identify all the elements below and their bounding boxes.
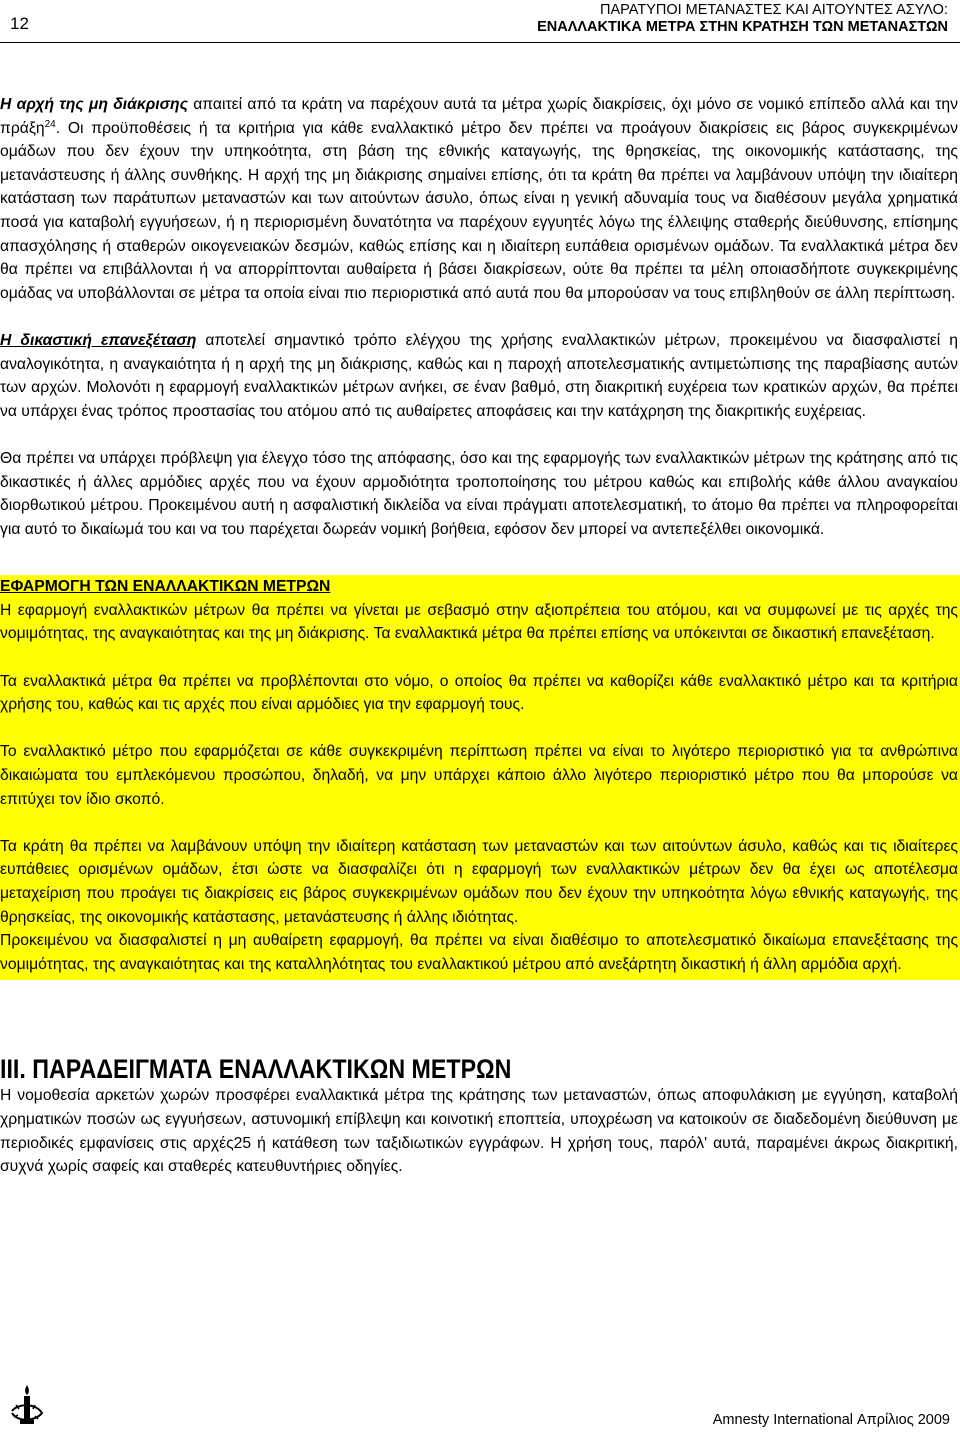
section-heading: ΙΙΙ. ΠΑΡΑΔΕΙΓΜΑΤΑ ΕΝΑΛΛΑΚΤΙΚΩΝ ΜΕΤΡΩΝ bbox=[0, 1054, 512, 1085]
highlight-paragraph: Η εφαρμογή εναλλακτικών μέτρων θα πρέπει να γίνεται με σεβασμό στην αξιοπρέπεια του ατόμου, και να συμφωνεί με τις αρχές της νομιμότητας, της αναγκαιότητας και της μη διάκρισης. Τα εναλλακτικά μέτρα θα πρέπει επίσης να υπόκεινται σε δικαστική επανεξέταση. bbox=[0, 601, 958, 643]
page-body bbox=[0, 93, 958, 1179]
highlight-paragraph: Το εναλλακτικό μέτρο που εφαρμόζεται σε κάθε συγκεκριμένη περίπτωση πρέπει να είναι το λιγότερο περιοριστικό για τα ανθρώπινα δικαιώματα του εμπλεκόμενου προσώπου, δηλαδή, να μην υπάρχει κάποιο άλλο λιγότερο περιοριστικό μέτρο που θα μπορούσε να επιτύχει τον ίδιο σκοπό. bbox=[0, 743, 958, 808]
paragraph-text: απαιτεί από τα κράτη να παρέχουν αυτά τα μέτρα χωρίς διακρίσεις, όχι μόνο σε νομικό επίπεδο αλλά και την πράξη bbox=[0, 96, 958, 137]
review-provision-paragraph: Θα πρέπει να υπάρχει πρόβλεψη για έλεγχο τόσο της απόφασης, όσο και της εφαρμογής των εναλλακτικών μέτρων της κράτησης από τις δικαστικές ή άλλες αρμόδιες αρχές που να έχουν αρμοδιότητα τροποποίησης του μέτρου καθώς και επιβολής κάθε άλλου αναγκαίου διορθωτικού μέτρου. Προκειμένου αυτή η ασφαλιστική δικλείδα να είναι πράγματι αποτελεσματική, το άτομο θα πρέπει να πληροφορείται για αυτό το δικαίωμά του και να του παρέχεται δωρεάν νομική βοήθεια, εφόσον δεν μπορεί να αντεπεξέλθει οικονομικά. bbox=[0, 449, 958, 538]
header-rule bbox=[0, 42, 960, 43]
highlight-box bbox=[0, 575, 960, 980]
header-title-line1: ΠΑΡΑΤΥΠΟΙ ΜΕΤΑΝΑΣΤΕΣ ΚΑΙ ΑΙΤΟΥΝΤΕΣ ΑΣΥΛΟ: bbox=[600, 2, 948, 18]
paragraph-lead: Η δικαστική επανεξέταση bbox=[0, 331, 197, 349]
paragraph-lead: Η αρχή της μη διάκρισης bbox=[0, 96, 188, 113]
running-header bbox=[537, 2, 948, 36]
footnote-ref: 24 bbox=[44, 118, 56, 130]
judicial-review-paragraph bbox=[0, 329, 958, 423]
footer-text: Amnesty International Απρίλιος 2009 bbox=[712, 1412, 950, 1428]
section-paragraph: Η νομοθεσία αρκετών χωρών προσφέρει εναλλακτικά μέτρα της κράτησης των μεταναστών, όπως αποφυλάκιση με εγγύηση, καταβολή χρηματικών ποσών ως εγγυήσεων, αστυνομική επίβλεψη και κοινοτική εποπτεία, υποχρέωση να κατοικούν σε διαδεδομένη διεύθυνση με περιοδικές εμφανίσεις στις αρχές25 ή κατάθεση των ταξιδιωτικών εγγράφων. Η χρήση τους, παρόλ' αυτά, παραμένει άκρως διακριτική, συχνά χωρίς σαφείς και σταθερές κατευθυντήριες οδηγίες. bbox=[0, 1087, 958, 1176]
page-number: 12 bbox=[10, 14, 29, 33]
highlight-paragraph: Τα εναλλακτικά μέτρα θα πρέπει να προβλέπονται στο νόμο, ο οποίος θα πρέπει να καθορίζει κάθε εναλλακτικό μέτρο και τα κριτήρια χρήσης του, καθώς και τις αρχές που είναι αρμόδιες για την εφαρμογή τους. bbox=[0, 672, 958, 714]
paragraph-text: αποτελεί σημαντικό τρόπο ελέγχου της χρήσης εναλλακτικών μέτρων, προκειμένου να διασφαλιστεί η αναλογικότητα, η αναγκαιότητα ή η αρχή της μη διάκρισης, καθώς και η παροχή αποτελεσματικής αντιμετώπισης της παραβίασης αυτών των αρχών. Μολονότι η εφαρμογή εναλλακτικών μέτρων ανήκει, σε έναν βαθμό, στη διακριτική ευχέρεια των κρατικών αρχών, θα πρέπει να υπάρχει ένας τρόπος προστασίας του ατόμου από τις αυθαίρετες αποφάσεις και την κατάχρηση της διακριτικής ευχέρειας. bbox=[0, 331, 958, 420]
non-discrimination-paragraph bbox=[0, 93, 958, 305]
highlight-heading: ΕΦΑΡΜΟΓΗ ΤΩΝ ΕΝΑΛΛΑΚΤΙΚΩΝ ΜΕΤΡΩΝ bbox=[0, 578, 331, 596]
paragraph-text: . Οι προϋποθέσεις ή τα κριτήρια για κάθε εναλλακτικό μέτρο δεν πρέπει να προάγουν διακρίσεις εις βάρος συγκεκριμένων ομάδων που δεν έχουν την υπηκοότητα, στη βάση της εθνικής καταγωγής, της θρησκείας, της οικονομικής κατάστασης, της μετανάστευσης ή άλλης συνθήκης. Η αρχή της μη διάκρισης σημαίνει επίσης, ότι τα κράτη θα πρέπει να λαμβάνουν υπόψη την ιδιαίτερη κατάσταση των παράτυπων μεταναστών και των αιτούντων άσυλο, όπως είναι η γενική αδυναμία τους να διαθέσουν μεγάλα χρηματικά ποσά για καταβολή εγγυήσεων, ή η περιορισμένη δυνατότητα να παρέχουν εγγυητές λόγω της έλλειψης σταθερής διεύθυνσης, επίσημης απασχόλησης ή σταθερών οικογενειακών δεσμών, καθώς επίσης και η ιδιαίτερη ευπάθεια ορισμένων ομάδων. Τα εναλλακτικά μέτρα δεν θα πρέπει να επιβάλλονται ή να απορρίπτονται αυθαίρετα ή βάσει διακρίσεων, ούτε θα πρέπει τα μέλη οποιασδήποτε συγκεκριμένης ομάδας να υποβάλλονται σε μέτρα τα οποία είναι πιο περιοριστικά από αυτά που θα μπορούσαν να τους επιβληθούν σε άλλη περίπτωση. bbox=[0, 119, 958, 302]
highlight-paragraph: Προκειμένου να διασφαλιστεί η μη αυθαίρετη εφαρμογή, θα πρέπει να είναι διαθέσιμο το αποτελεσματικό δικαίωμα επανεξέτασης της νομιμότητας, της αναγκαιότητας και της καταλληλότητας του εναλλακτικού μέτρου από ανεξάρτητη δικαστική ή άλλη αρμόδια αρχή. bbox=[0, 932, 958, 973]
highlight-paragraph: Τα κράτη θα πρέπει να λαμβάνουν υπόψη την ιδιαίτερη κατάσταση των μεταναστών και των αιτούντων άσυλο, καθώς και τις ιδιαίτερες ευπάθειες ορισμένων ομάδων, έτσι ώστε να διασφαλίζει ότι η εφαρμογή των εναλλακτικών μέτρων δεν θα έχει ως αποτέλεσμα μεταχείριση που προάγει τις διακρίσεις εις βάρος συγκεκριμένων ομάδων που δεν έχουν την υπηκοότητα λόγω εθνικής καταγωγής, της θρησκείας, της οικονομικής κατάστασης, μετανάστευσης ή άλλης ιδιότητας. bbox=[0, 837, 958, 926]
candle-barbed-wire-icon bbox=[8, 1383, 46, 1433]
header-title-line2: ΕΝΑΛΛΑΚΤΙΚΑ ΜΕΤΡΑ ΣΤΗΝ ΚΡΑΤΗΣΗ ΤΩΝ ΜΕΤΑΝΑΣΤΩΝ bbox=[537, 19, 948, 35]
